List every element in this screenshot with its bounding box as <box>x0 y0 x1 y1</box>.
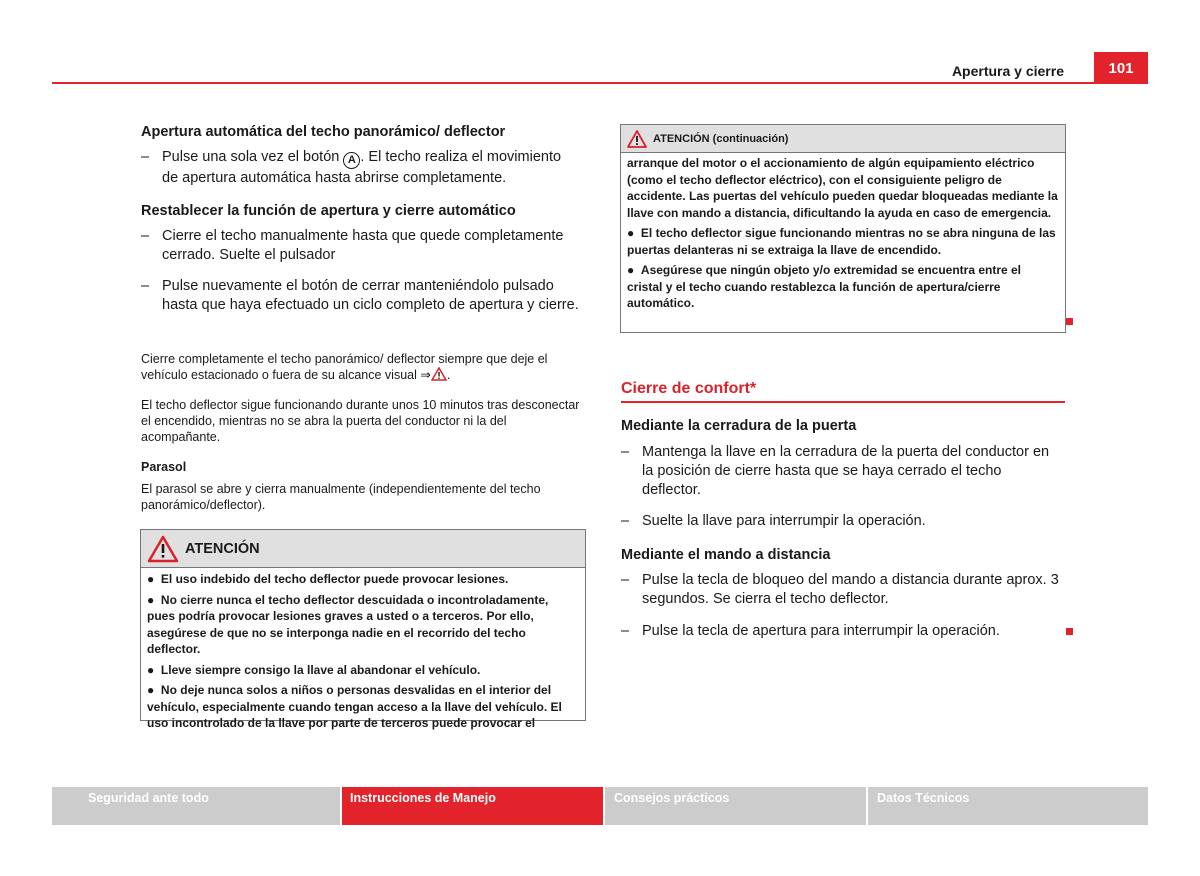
warning-bullet: ● El uso indebido del techo deflector puede provocar lesiones. <box>147 572 509 586</box>
warning-bullet: ● Asegúrese que ningún objeto y/o extremidad se encuentra entre el cristal y el techo cuando restablezca la función de apertura/cierre automático. <box>627 263 1022 310</box>
warning-bullet: ● No cierre nunca el techo deflector descuidada o incontroladamente, pues podría provocar lesiones graves a usted o a terceros. Por ello, asegúrese de que no se interponga nadie en el recorrido del techo deflector. <box>147 592 549 656</box>
warning-triangle-icon <box>147 535 179 563</box>
list-item <box>621 512 1061 531</box>
list-item-text: Pulse la tecla de bloqueo del mando a distancia durante aprox. 3 segundos. Se cierra el techo deflector. <box>642 572 1059 607</box>
note-paragraph <box>141 351 583 385</box>
warning-box-continued <box>620 124 1066 333</box>
parasol-paragraph: El parasol se abre y cierra manualmente (independientemente del techo panorámico/deflector). <box>141 482 541 512</box>
warning-bullet: ● No deje nunca solos a niños o personas desvalidas en el interior del vehículo, especialmente cuando tengan acceso a la llave del vehículo. El uso incontrolado de la llave por parte de terceros puede provocar el <box>147 683 562 730</box>
note-text-end: . <box>446 368 451 382</box>
list-item-text: Cierre el techo manualmente hasta que quede completamente cerrado. Suelte el pulsador <box>162 228 564 263</box>
dash: – <box>621 572 630 588</box>
list-item <box>621 622 1061 641</box>
list-item <box>621 571 1061 609</box>
dash: – <box>141 149 150 165</box>
dash: – <box>141 228 150 244</box>
red-square-icon <box>1066 318 1073 325</box>
list-item <box>141 148 581 188</box>
tab-instrucciones[interactable]: Instrucciones de Manejo <box>342 787 603 825</box>
header-rule <box>52 82 1148 84</box>
warning-box-header <box>141 530 585 568</box>
warning-body <box>141 568 585 739</box>
heading-automatic-opening: Apertura automática del techo panorámico/ deflector <box>141 124 506 140</box>
heading-remote: Mediante el mando a distancia <box>621 547 831 563</box>
list-item <box>141 277 581 315</box>
section-title: Apertura y cierre <box>951 63 1064 79</box>
warning-triangle-icon <box>627 130 647 148</box>
list-item <box>141 227 581 265</box>
warning-triangle-icon <box>431 367 447 385</box>
red-square-icon <box>1066 628 1073 635</box>
button-a-badge: A <box>343 152 360 169</box>
section-heading-confort: Cierre de confort* <box>621 380 757 397</box>
tab-seguridad[interactable]: Seguridad ante todo <box>52 787 340 825</box>
heading-reset-function: Restablecer la función de apertura y cierre automático <box>141 203 516 219</box>
note-paragraph: El techo deflector sigue funcionando durante unos 10 minutos tras desconectar el encendido, mientras no se abra la puerta del conductor ni la del acompañante. <box>141 398 580 444</box>
dash: – <box>621 513 630 529</box>
list-item-text: Pulse una sola vez el botón <box>162 149 344 165</box>
list-item-text: Pulse la tecla de apertura para interrumpir la operación. <box>642 623 1000 639</box>
heading-parasol: Parasol <box>141 460 187 474</box>
warning-title: ATENCIÓN <box>185 540 260 557</box>
heading-door-lock: Mediante la cerradura de la puerta <box>621 418 857 434</box>
note-text: Cierre completamente el techo panorámico/ deflector siempre que deje el vehículo estacionado o fuera de su alcance visual ⇒ <box>141 352 548 382</box>
warning-box <box>140 529 586 730</box>
tab-datos[interactable]: Datos Técnicos <box>868 787 1148 825</box>
list-item-text: . El techo realiza el movimiento de apertura automática hasta abrirse completamente. <box>162 149 562 186</box>
list-item-text: Mantenga la llave en la cerradura de la puerta del conductor en la posición de cierre hasta que se haya cerrado el techo deflector. <box>642 444 1050 498</box>
warning-paragraph: arranque del motor o el accionamiento de algún equipamiento eléctrico (como el techo deflector eléctrico), con el consiguiente peligro de accidente. Las puertas del vehículo pueden quedar bloqueadas mediante la llave con mando a distancia, dificultando la ayuda en caso de emergencia. <box>627 156 1058 220</box>
section-rule <box>621 401 1065 403</box>
warning-bullet: ● El techo deflector sigue funcionando mientras no se abra ninguna de las puertas delanteras ni se extraiga la llave de encendido. <box>627 226 1056 257</box>
dash: – <box>141 278 150 294</box>
warning-bullet: ● Lleve siempre consigo la llave al abandonar el vehículo. <box>147 662 481 677</box>
list-item-text: Suelte la llave para interrumpir la operación. <box>642 513 926 529</box>
warning-title: ATENCIÓN (continuación) <box>653 132 789 145</box>
tab-consejos[interactable]: Consejos prácticos <box>605 787 866 825</box>
dash: – <box>621 623 630 639</box>
dash: – <box>621 444 630 460</box>
page-number: 101 <box>1094 52 1148 84</box>
warning-box-header <box>621 125 1065 153</box>
list-item-text: Pulse nuevamente el botón de cerrar manteniéndolo pulsado hasta que haya efectuado un ciclo completo de apertura y cierre. <box>162 278 579 313</box>
warning-body <box>621 153 1065 319</box>
list-item <box>621 443 1061 500</box>
